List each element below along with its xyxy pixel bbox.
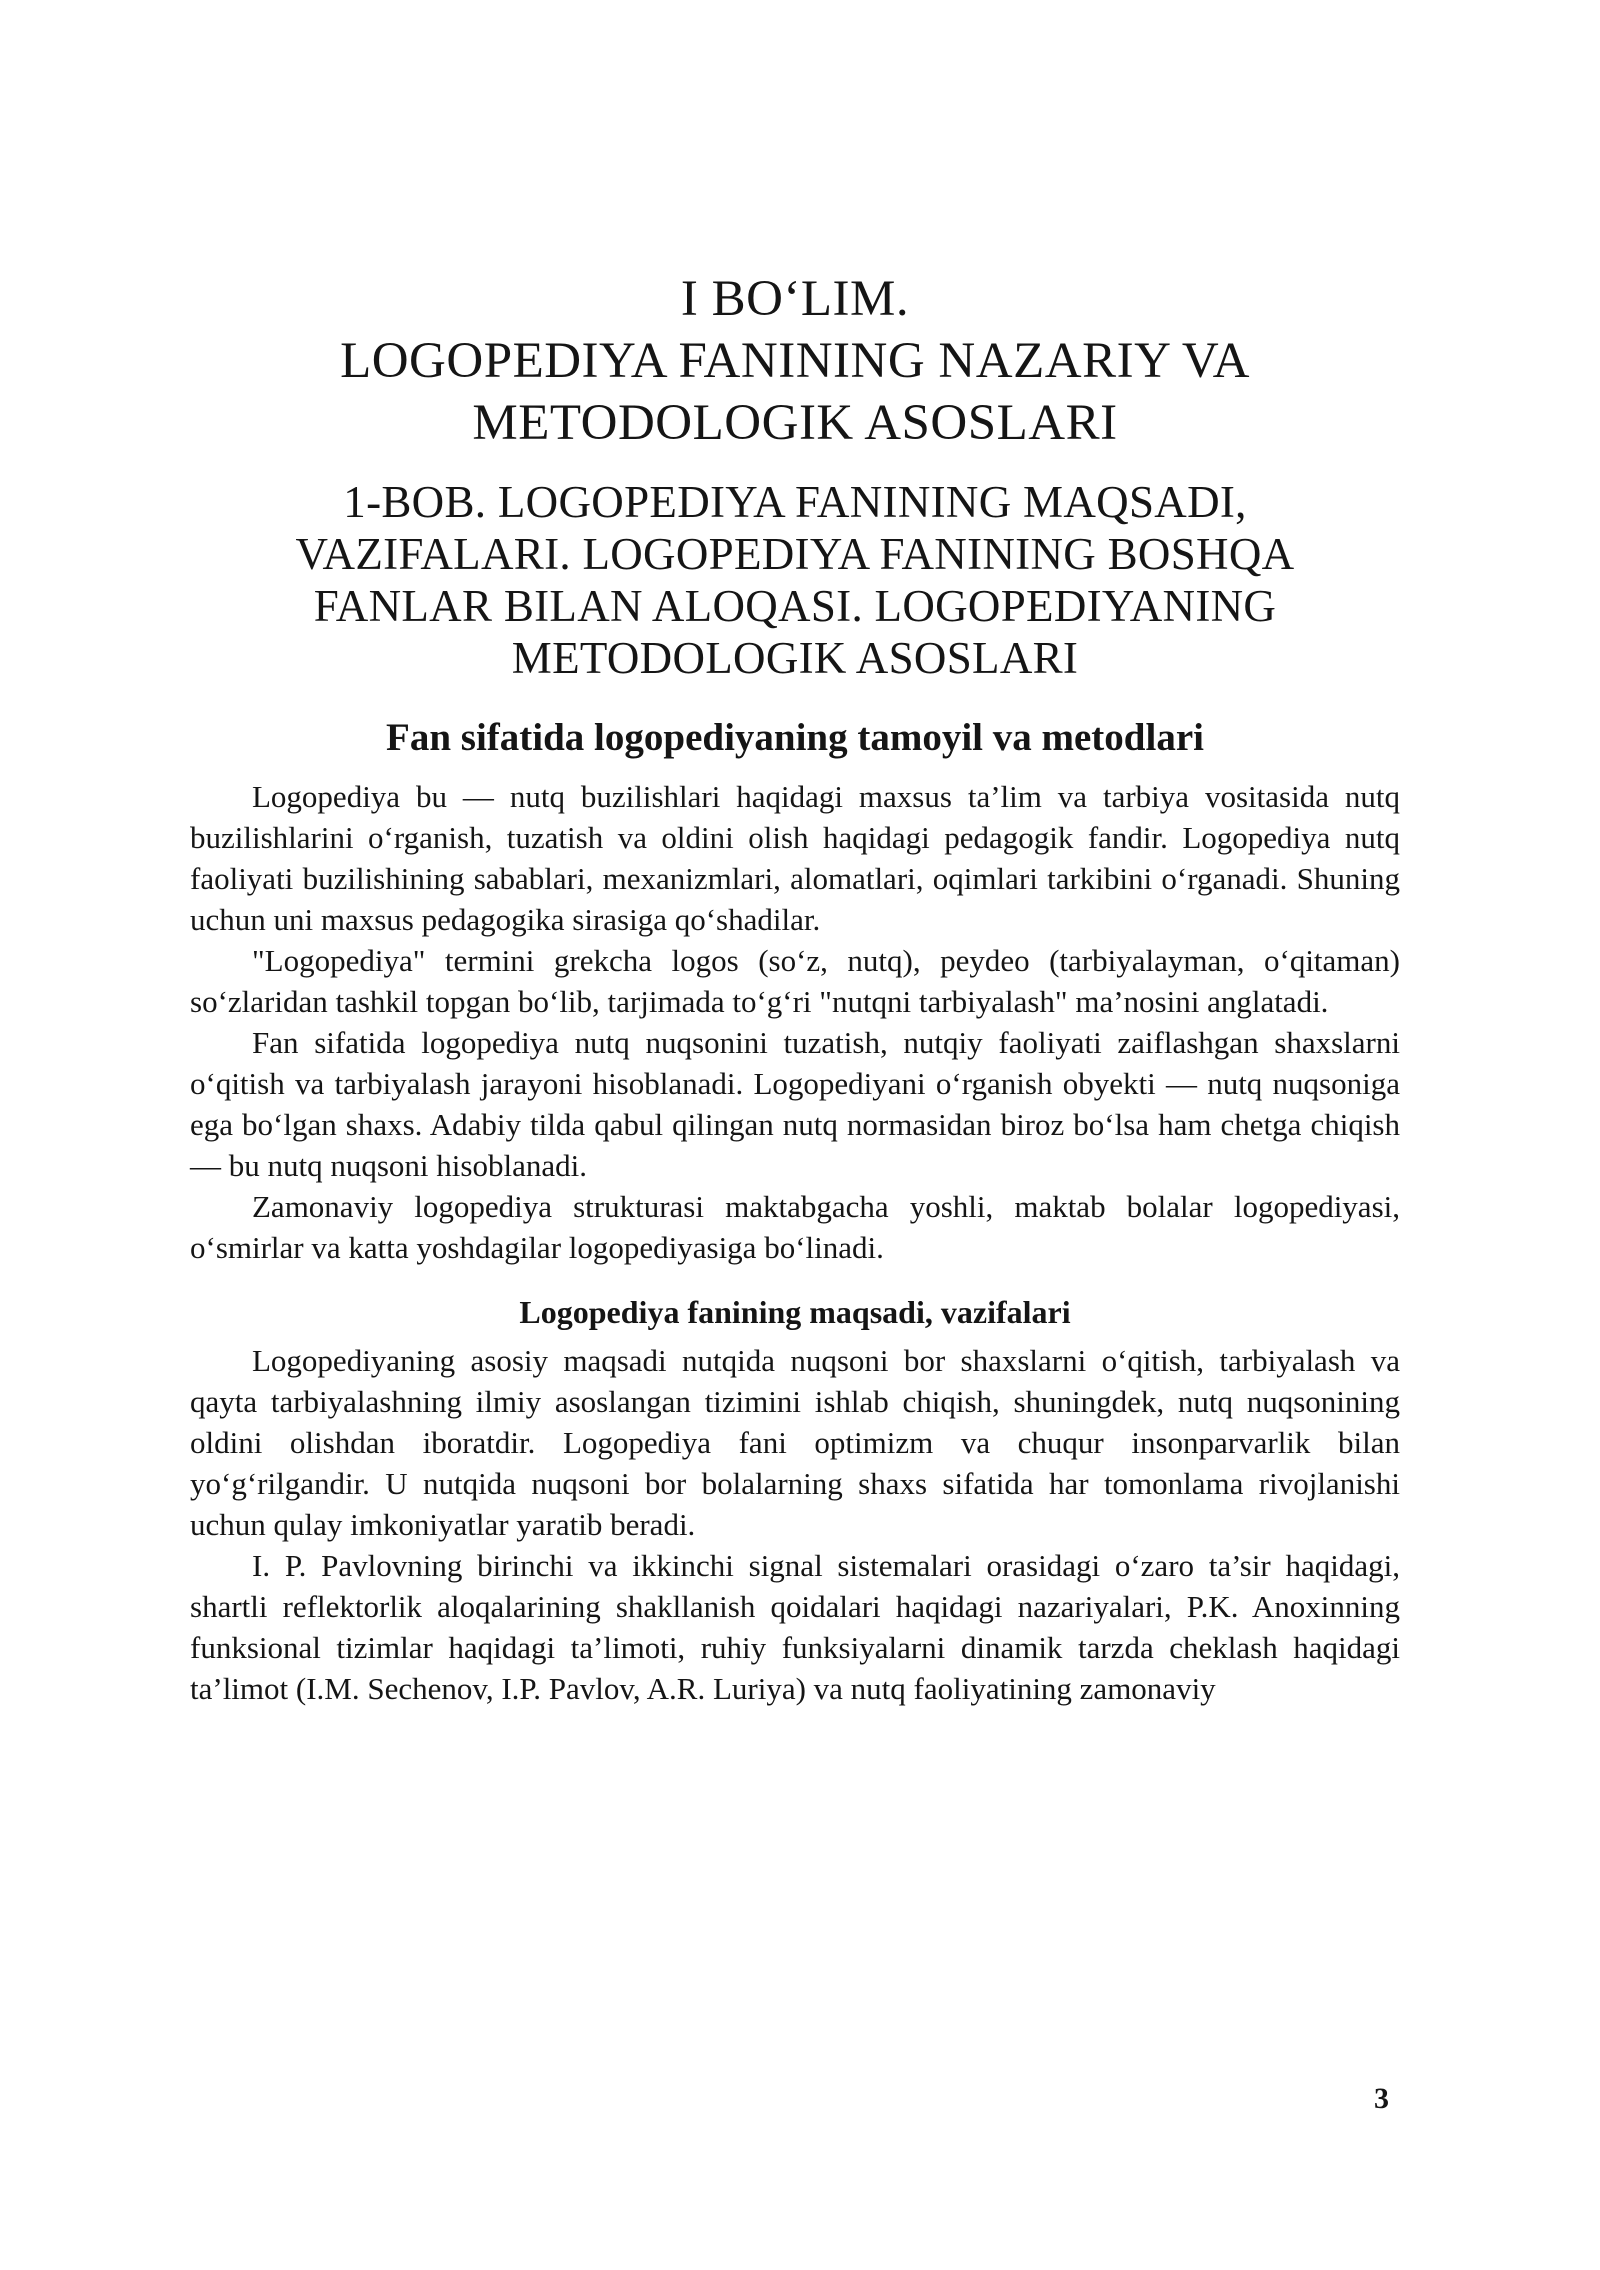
chapter-title-line: METODOLOGIK ASOSLARI [511,633,1079,683]
page-number: 3 [1374,2082,1389,2115]
part-title-line: I BO‘LIM. [680,271,910,327]
paragraph: Zamonaviy logopediya strukturasi maktabgacha yoshli, maktab bolalar logopediyasi, o‘smirlar va katta yoshdagilar logopediyasiga bo‘linadi. [190,1189,1400,1265]
part-title-line: LOGOPEDIYA FANINING NAZARIY VA [340,333,1250,389]
paragraph: Fan sifatida logopediya nutq nuqsonini tuzatish, nutqiy faoliyati zaiflashgan shaxslarni o‘qitish va tarbiyalash jarayoni hisoblanadi. Logopediyani o‘rganish obyekti — nutq nuqsoniga ega bo‘lgan shaxs. Adabiy tilda qabul qilingan nutq normasidan biroz bo‘lsa ham chetga chiqish — bu nutq nuqsoni hisoblanadi. [190,1025,1400,1183]
page-content [190,268,1400,1709]
chapter-title-line: VAZIFALARI. LOGOPEDIYA FANINING BOSHQA [295,529,1295,579]
paragraph: I. P. Pavlovning birinchi va ikkinchi signal sistemalari orasidagi o‘zaro ta’sir haqidagi, shartli reflektorlik aloqalarining shakllanish qoidalari haqidagi nazariyalari, P.K. Anoxinning funksional tizimlar haqidagi ta’limoti, ruhiy funksiyalarni dinamik tarzda cheklash haqidagi ta’limot (I.M. Sechenov, I.P. Pavlov, A.R. Luriya) va nutq faoliyatining zamonaviy [190,1548,1400,1706]
chapter-title [190,476,1400,684]
section-title: Fan sifatida logopediyaning tamoyil va metodlari [386,716,1204,759]
chapter-title-line: FANLAR BILAN ALOQASI. LOGOPEDIYANING [313,581,1277,631]
part-title [190,268,1400,454]
subsection-title: Logopediya fanining maqsadi, vazifalari [519,1294,1071,1330]
chapter-title-line: 1-BOB. LOGOPEDIYA FANINING MAQSADI, [343,477,1247,527]
paragraph: Logopediya bu — nutq buzilishlari haqidagi maxsus ta’lim va tarbiya vositasida nutq buzilishlarini o‘rganish, tuzatish va oldini olish haqidagi pedagogik fandir. Logopediya nutq faoliyati buzilishining sabablari, mexanizmlari, alomatlari, oqimlari tarkibini o‘rganadi. Shuning uchun uni maxsus pedagogika sirasiga qo‘shadilar. [190,779,1400,937]
part-title-line: METODOLOGIK ASOSLARI [472,395,1118,451]
paragraph: Logopediyaning asosiy maqsadi nutqida nuqsoni bor shaxslarni o‘qitish, tarbiyalash va qayta tarbiyalashning ilmiy asoslangan tizimini ishlab chiqish, shuningdek, nutq nuqsonining oldini olishdan iboratdir. Logopediya fani optimizm va chuqur insonparvarlik bilan yo‘g‘rilgandir. U nutqida nuqsoni bor bolalarning shaxs sifatida har tomonlama rivojlanishi uchun qulay imkoniyatlar yaratib beradi. [190,1343,1400,1542]
paragraph: "Logopediya" termini grekcha logos (so‘z, nutq), peydeo (tarbiyalayman, o‘qitaman) so‘zlaridan tashkil topgan bo‘lib, tarjimada to‘g‘ri "nutqni tarbiyalash" ma’nosini anglatadi. [190,943,1400,1019]
